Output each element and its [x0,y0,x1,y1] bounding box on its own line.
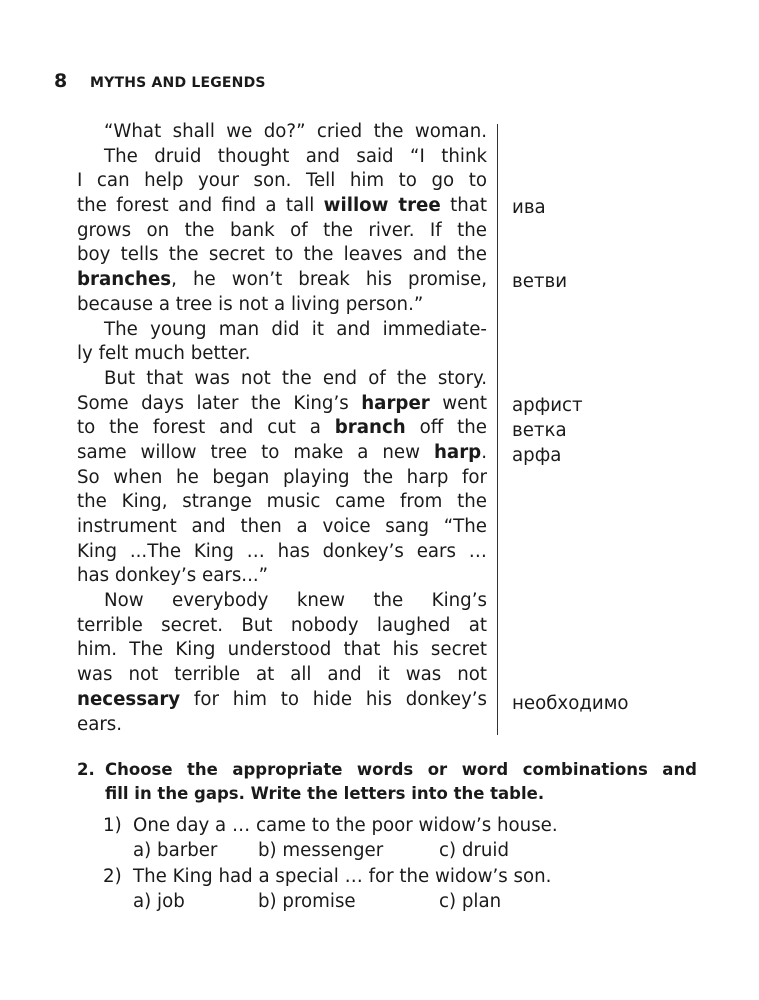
vocab-word: willow tree [323,195,441,217]
story-line: King ...The King … has donkey’s ears … [77,540,487,562]
story-line: boy tells the secret to the leaves and the [77,244,487,266]
question-text: The King had a special … for the widow’s son. [133,865,552,887]
answer-option: b) messenger [258,840,384,862]
question-number: 2) [103,865,122,887]
story-line: because a tree is not a living person.” [77,293,424,315]
story-line: necessary for him to hide his donkey’s [77,688,487,710]
vocab-word: harp [433,441,482,463]
answer-option: a) job [133,890,185,912]
answer-option: c) druid [439,840,510,862]
task-instruction-line: Choose the appropriate words or word combinations and [105,760,697,779]
question-options [103,838,558,863]
task-instruction-line: fill in the gaps. Write the letters into the table. [105,784,545,803]
gloss-harper: арфист [512,395,583,416]
answer-option: b) promise [258,890,356,912]
story-line: same willow tree to make a new harp. [77,441,487,463]
story-line: But that was not the end of the story. [104,367,487,389]
story-line: the forest and find a tall willow tree that [77,195,488,217]
task-number: 2. [77,760,95,779]
story-line: terrible secret. But nobody laughed at [77,614,487,636]
vocab-word: branches [77,269,172,291]
story-line: branches, he won’t break his promise, [77,269,487,291]
answer-option: a) barber [133,840,218,862]
question [103,864,558,889]
gloss-branches: ветви [512,271,568,292]
answer-option: c) plan [439,890,502,912]
question-number: 1) [103,815,122,836]
vocab-word: necessary [77,688,181,710]
story-line: So when he began playing the harp for [77,466,487,488]
gloss-branch: ветка [512,420,567,441]
story-line: The druid thought and said “I think [104,145,487,167]
task-instruction [77,758,697,806]
story-line: was not terrible at all and it was not [77,664,487,686]
question-text: One day a … came to the poor widow’s house. [133,815,558,836]
story-line: Now everybody knew the King’s [104,590,487,612]
story-line: grows on the bank of the river. If the [77,219,487,241]
story-line: Some days later the King’s harper went [77,392,487,414]
story-line: the King, strange music came from the [77,491,487,513]
page-number: 8 [54,70,68,92]
story-line: The young man did it and immediate- [104,318,487,340]
question-options [103,889,558,914]
section-title: MYTHS AND LEGENDS [90,75,266,91]
story-line: to the forest and cut a branch off the [77,417,487,439]
story-line: instrument and then a voice sang “The [77,516,487,537]
question-list [103,813,558,914]
column-divider [497,124,498,735]
gloss-harp: арфа [512,445,562,466]
story-text [77,120,487,737]
story-line: has donkey’s ears...” [77,565,269,587]
page-header [54,70,266,96]
vocab-word: harper [361,392,430,414]
story-line: him. The King understood that his secret [77,639,487,661]
story-line: “What shall we do?” cried the woman. [104,121,487,142]
story-line: ly felt much better. [77,343,251,365]
question [103,813,558,838]
gloss-necessary: необходимо [512,693,629,714]
story-line: ears. [77,713,123,735]
vocab-word: branch [334,417,406,439]
gloss-willow-tree: ива [512,197,546,218]
story-line: I can help your son. Tell him to go to [77,170,487,192]
